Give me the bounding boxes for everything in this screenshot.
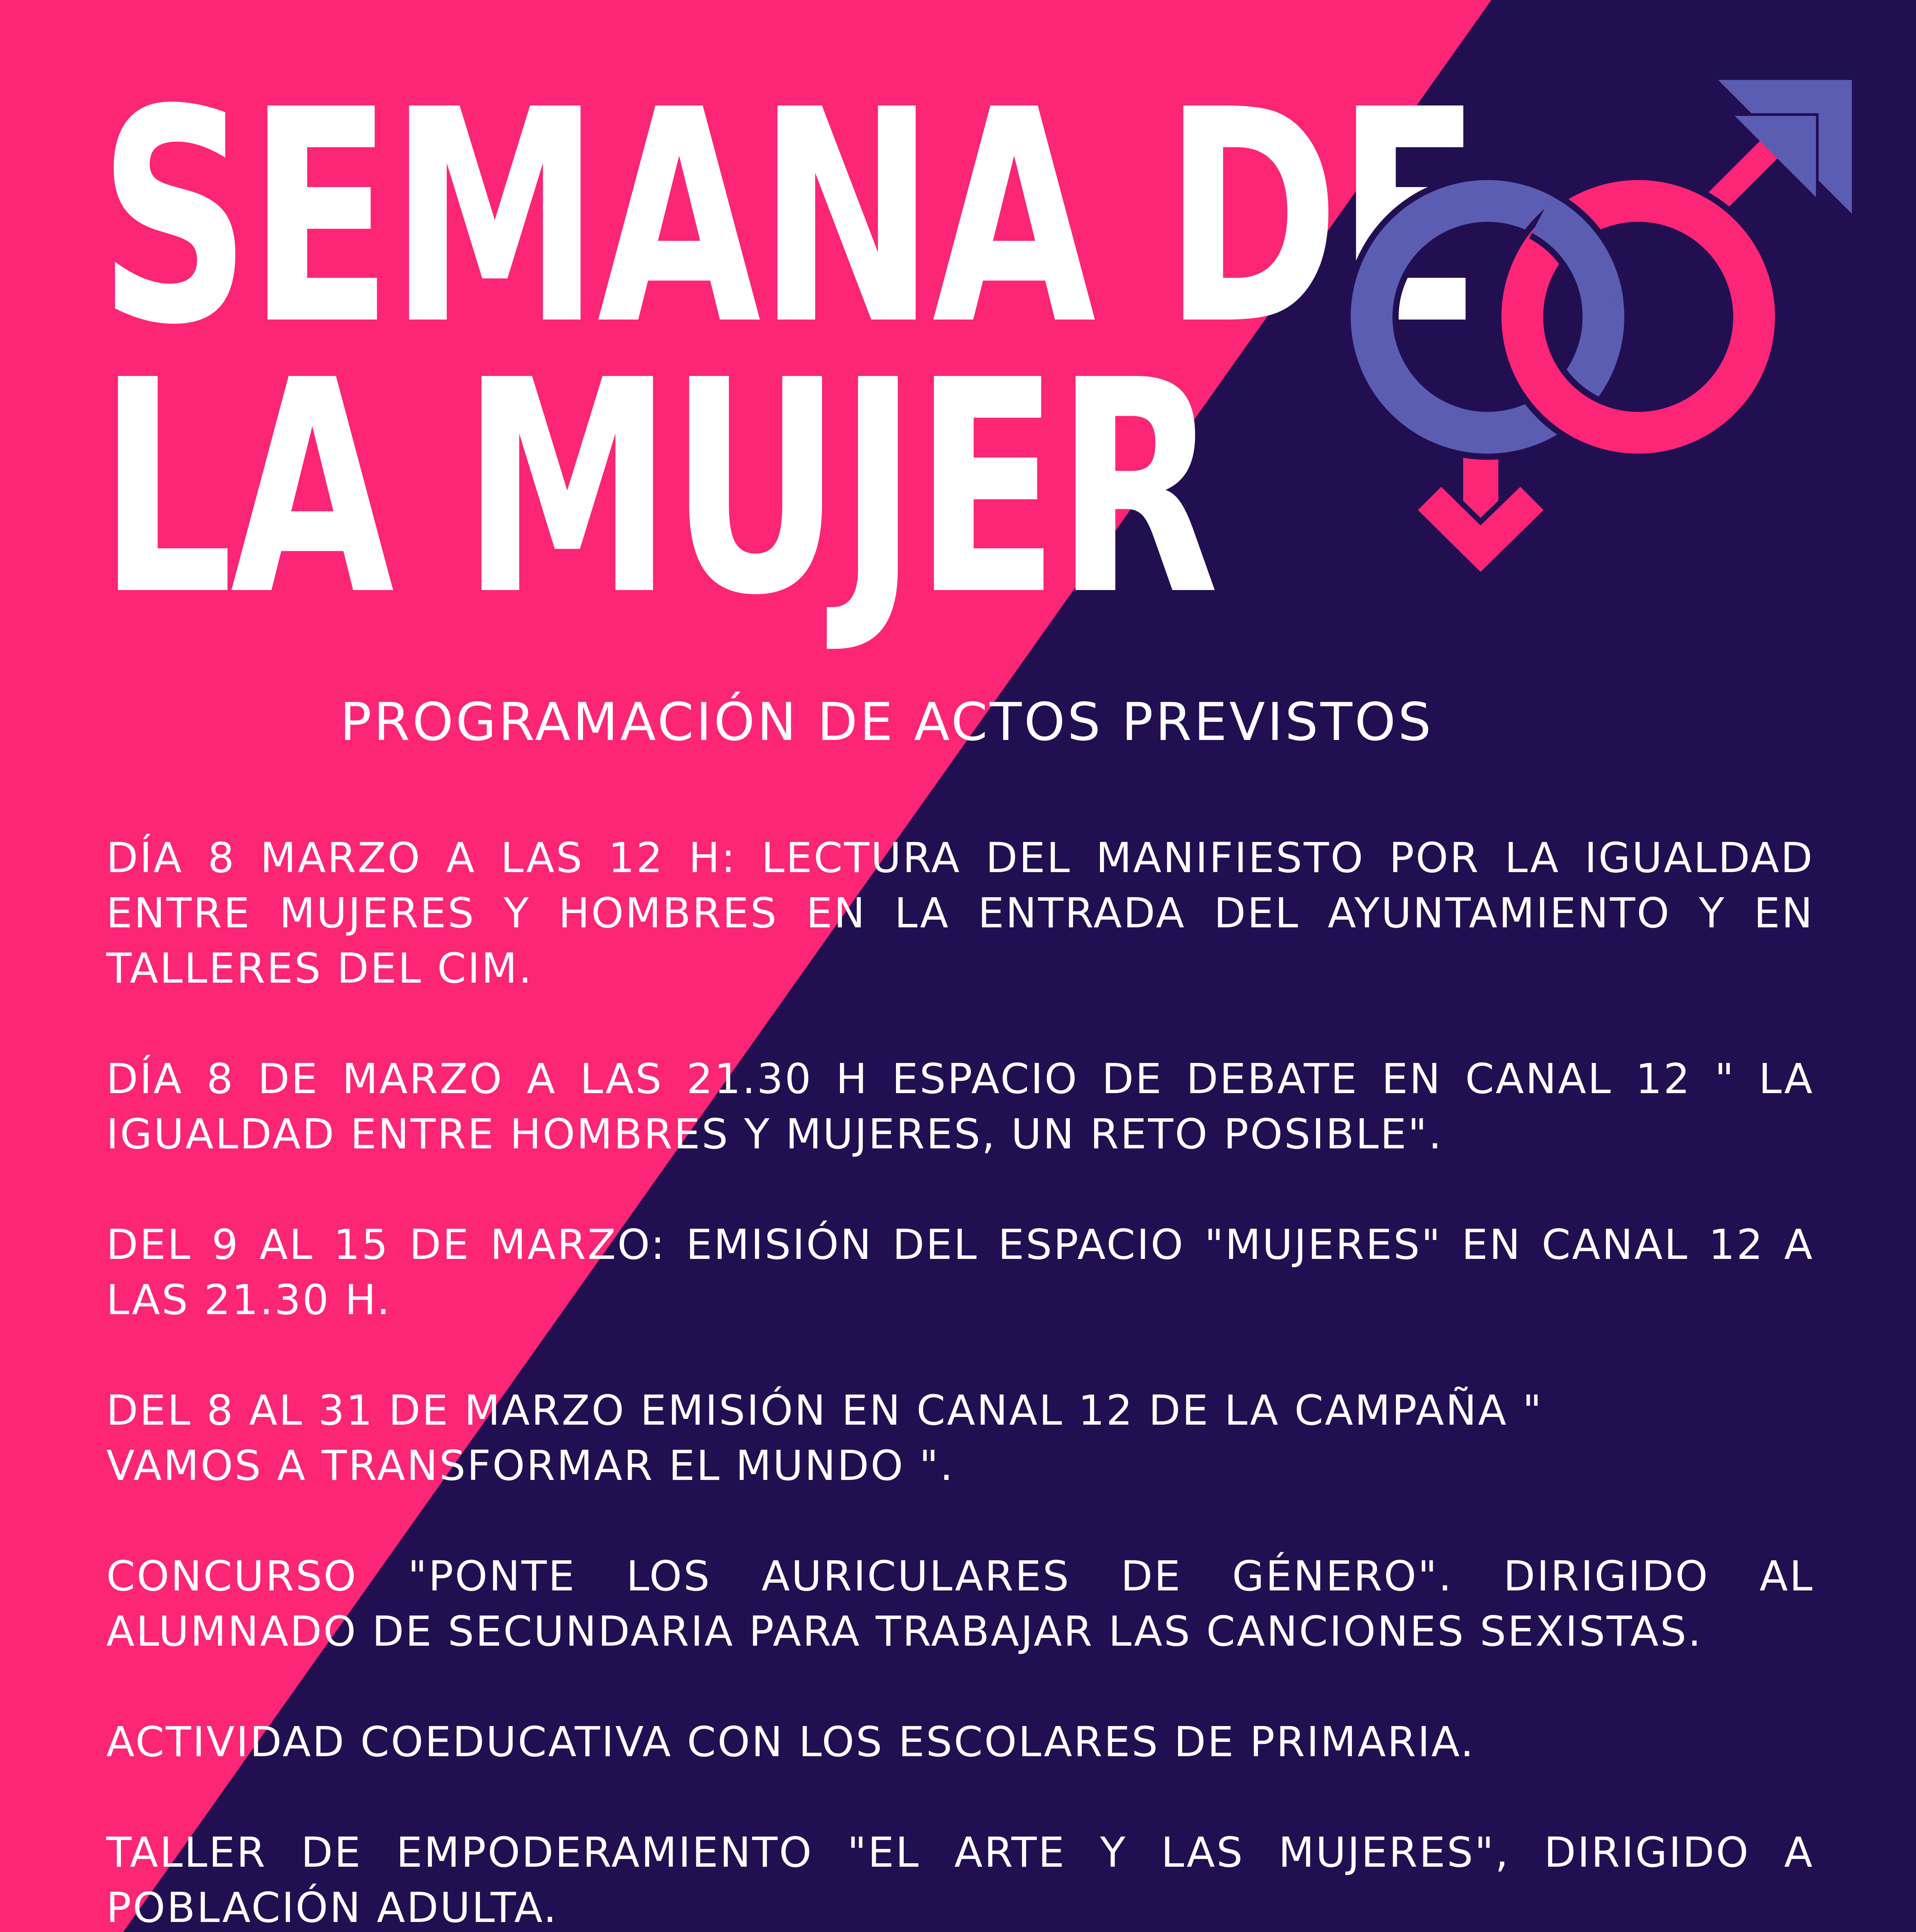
list-item: TALLER DE EMPODERAMIENTO "EL ARTE Y LAS MUJERES", DIRIGIDO A POBLACIÓN ADULTA. xyxy=(106,1829,1814,1932)
list-item: DEL 8 AL 31 DE MARZO EMISIÓN EN CANAL 12 DE LA CAMPAÑA " VAMOS A TRANSFORMAR EL MUNDO ". xyxy=(106,1387,1543,1490)
list-item: DÍA 8 DE MARZO A LAS 21.30 H ESPACIO DE DEBATE EN CANAL 12 " LA IGUALDAD ENTRE HOMBRES Y MUJERES, UN RETO POSIBLE". xyxy=(106,1055,1814,1158)
program-subtitle: PROGRAMACIÓN DE ACTOS PREVISTOS xyxy=(340,692,1433,752)
gender-symbols-icon xyxy=(1325,66,1866,614)
poster-title xyxy=(99,48,1479,660)
title-line-1: SEMANA DE xyxy=(99,48,1479,389)
list-item: DÍA 8 MARZO A LAS 12 H: LECTURA DEL MANIFIESTO POR LA IGUALDAD ENTRE MUJERES Y HOMBRES EN LA ENTRADA DEL AYUNTAMIENTO Y EN TALLERES DEL CIM. xyxy=(106,834,1814,993)
list-item: ACTIVIDAD COEDUCATIVA CON LOS ESCOLARES DE PRIMARIA. xyxy=(106,1718,1475,1766)
events-list xyxy=(106,831,1814,1932)
list-item: CONCURSO "PONTE LOS AURICULARES DE GÉNERO". DIRIGIDO AL ALUMNADO DE SECUNDARIA PARA TRABAJAR LAS CANCIONES SEXISTAS. xyxy=(106,1553,1814,1656)
title-line-2: LA MUJER xyxy=(99,318,1216,660)
list-item: DEL 9 AL 15 DE MARZO: EMISIÓN DEL ESPACIO "MUJERES" EN CANAL 12 A LAS 21.30 H. xyxy=(106,1221,1814,1324)
